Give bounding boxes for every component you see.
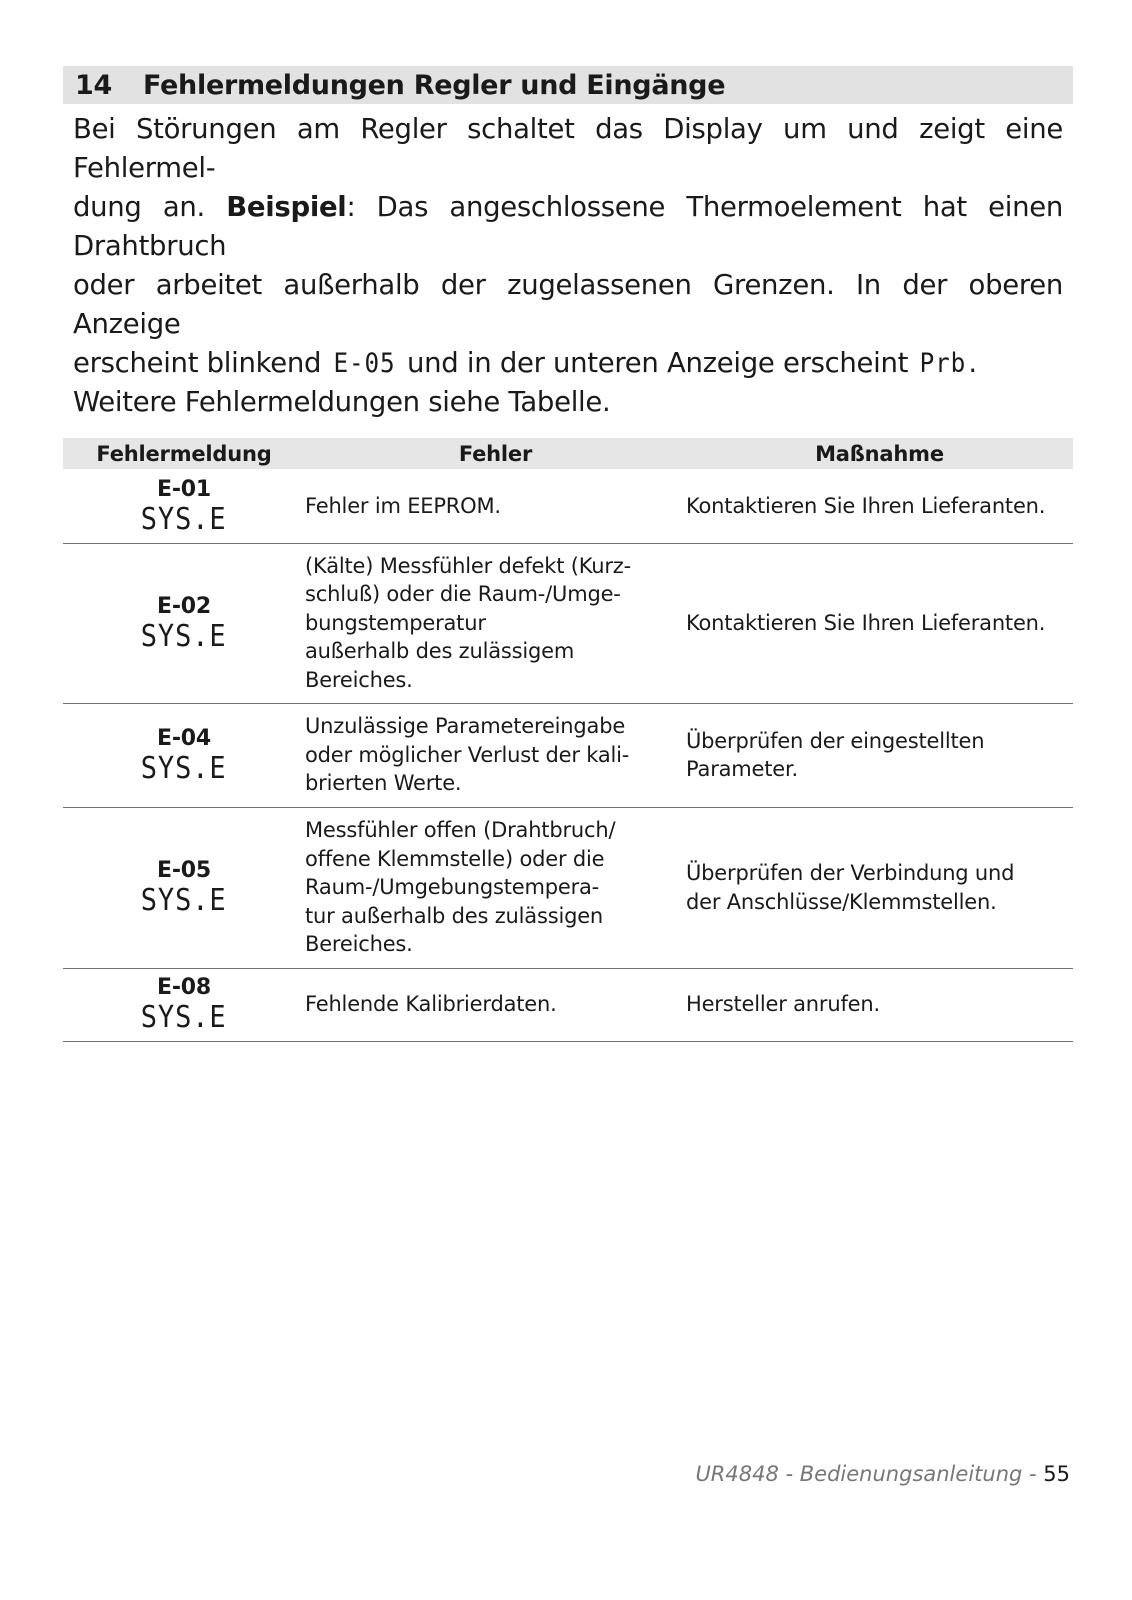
- intro-text: dung an.: [73, 191, 227, 223]
- intro-line: [73, 344, 1063, 383]
- massnahme-line: Parameter.: [686, 757, 799, 781]
- fehler-line: schluß) oder die Raum-/Umge-: [305, 582, 621, 607]
- page-number: 55: [1043, 1462, 1070, 1486]
- table-row: [63, 807, 1073, 968]
- massnahme-cell: [686, 469, 1073, 543]
- table-row: [63, 703, 1073, 807]
- display-sys-e: SYS.E: [141, 883, 227, 919]
- fehler-cell: [305, 807, 686, 968]
- massnahme-cell: [686, 807, 1073, 968]
- intro-text: : Das angeschlossene Thermoelement hat einen Drahtbruch: [73, 191, 1063, 262]
- massnahme-line: Kontaktieren Sie Ihren Lieferanten.: [686, 493, 1046, 518]
- intro-text: und in der unteren Anzeige erscheint: [398, 347, 917, 379]
- error-code-cell: [63, 703, 305, 807]
- intro-line: Bei Störungen am Regler schaltet das Display um und zeigt eine Fehlermel-: [73, 113, 1063, 184]
- massnahme-cell: [686, 543, 1073, 703]
- intro-line: [73, 188, 1063, 266]
- fehler-line: offene Klemmstelle) oder die: [305, 846, 605, 871]
- massnahme-line: Überprüfen der Verbindung und: [686, 861, 1015, 885]
- header-fehlermeldung: Fehlermeldung: [63, 438, 305, 469]
- page-footer: [695, 1462, 1070, 1486]
- intro-text: .: [968, 347, 977, 379]
- section-heading: [63, 66, 1073, 104]
- massnahme-cell: [686, 703, 1073, 807]
- header-fehler: Fehler: [305, 438, 686, 469]
- fehler-line: Raum-/Umgebungstempera-: [305, 875, 600, 900]
- error-code-cell: [63, 807, 305, 968]
- page-content: [63, 66, 1073, 1042]
- error-table: [63, 438, 1073, 1042]
- error-code: E-01: [157, 476, 211, 502]
- fehler-line: Fehlende Kalibrierdaten.: [305, 992, 557, 1017]
- fehler-line: brierten Werte.: [305, 771, 462, 796]
- massnahme-cell: [686, 968, 1073, 1041]
- error-code: E-08: [157, 975, 211, 1001]
- error-code-cell: [63, 469, 305, 543]
- footer-doc-title: UR4848 - Bedienungsanleitung -: [695, 1462, 1044, 1486]
- display-sys-e: SYS.E: [141, 1000, 227, 1036]
- display-code-error: E-05: [333, 348, 396, 379]
- table-row: [63, 968, 1073, 1041]
- fehler-cell: [305, 968, 686, 1041]
- fehler-line: (Kälte) Messfühler defekt (Kurz-: [305, 553, 632, 578]
- header-massnahme: Maßnahme: [686, 438, 1073, 469]
- table-row: [63, 543, 1073, 703]
- fehler-cell: [305, 703, 686, 807]
- intro-line: oder arbeitet außerhalb der zugelassenen Grenzen. In der oberen Anzeige: [73, 269, 1063, 340]
- fehler-line: bungstemperatur: [305, 610, 486, 635]
- intro-text: erscheint blinkend: [73, 347, 330, 379]
- error-code: E-05: [157, 858, 211, 884]
- fehler-line: Fehler im EEPROM.: [305, 493, 501, 518]
- display-code-probe: Prb: [919, 348, 966, 379]
- error-code-cell: [63, 543, 305, 703]
- display-sys-e: SYS.E: [141, 750, 227, 786]
- table-header-row: [63, 438, 1073, 469]
- intro-line: Weitere Fehlermeldungen siehe Tabelle.: [73, 386, 611, 418]
- fehler-cell: [305, 543, 686, 703]
- error-code-cell: [63, 968, 305, 1041]
- table-row: [63, 469, 1073, 543]
- massnahme-line: Hersteller anrufen.: [686, 992, 880, 1017]
- display-sys-e: SYS.E: [141, 618, 227, 654]
- fehler-line: Bereiches.: [305, 932, 413, 957]
- error-code: E-04: [157, 725, 211, 751]
- fehler-line: Unzulässige Parametereingabe: [305, 714, 626, 739]
- error-code: E-02: [157, 593, 211, 619]
- massnahme-line: Überprüfen der eingestellten: [686, 728, 985, 753]
- fehler-line: tur außerhalb des zulässigen: [305, 903, 604, 928]
- massnahme-line: Kontaktieren Sie Ihren Lieferanten.: [686, 610, 1046, 635]
- fehler-line: Bereiches.: [305, 667, 413, 692]
- fehler-line: oder möglicher Verlust der kali-: [305, 742, 630, 767]
- fehler-line: außerhalb des zulässigem: [305, 639, 575, 664]
- display-sys-e: SYS.E: [141, 501, 227, 537]
- intro-bold-example: Beispiel: [226, 191, 347, 223]
- fehler-cell: [305, 469, 686, 543]
- intro-paragraph: [73, 110, 1063, 422]
- massnahme-line: der Anschlüsse/Klemmstellen.: [686, 889, 997, 914]
- fehler-line: Messfühler offen (Drahtbruch/: [305, 818, 616, 843]
- section-title: Fehlermeldungen Regler und Eingänge: [143, 69, 726, 101]
- section-number: 14: [75, 69, 112, 101]
